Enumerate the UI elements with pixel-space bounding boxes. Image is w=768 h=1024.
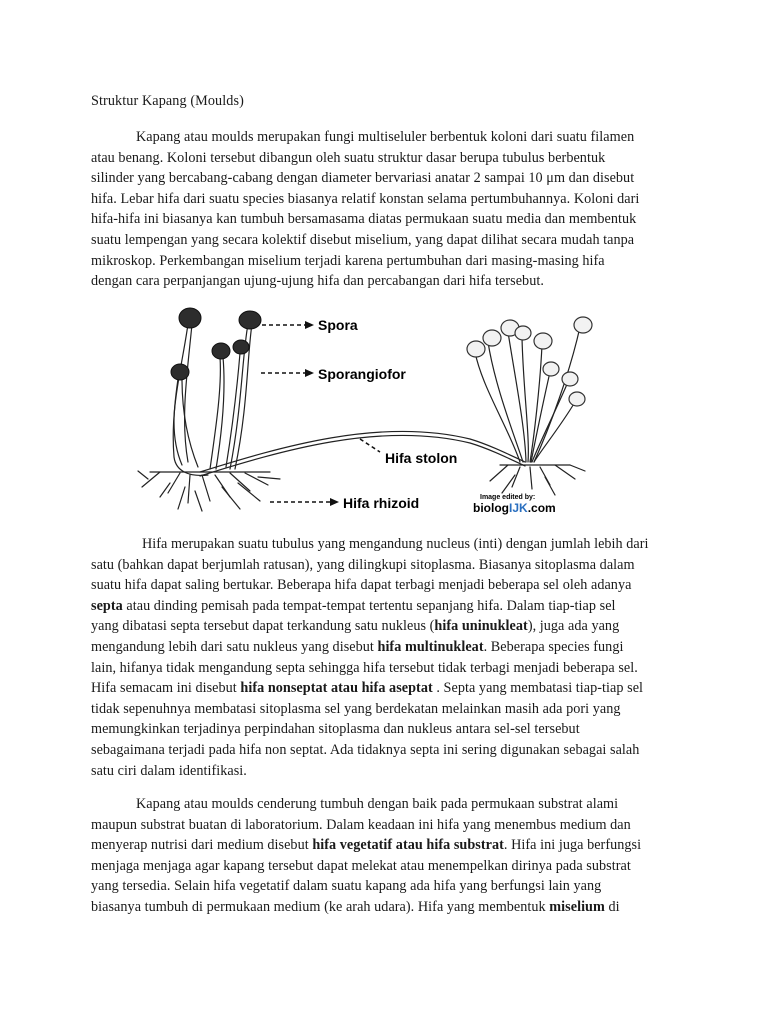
text-line: suatu lempengan yang secara kolektif disebut miselium, yang dapat dilihat secara mudah tanpa: [91, 231, 635, 248]
text-line: Hifa merupakan suatu tubulus yang mengandung nucleus (inti) dengan jumlah lebih dari: [142, 536, 649, 552]
text-line: [91, 897, 687, 918]
text-line: [91, 835, 687, 856]
paragraph-2: [91, 534, 687, 781]
text-line: [91, 596, 687, 617]
text-line: menjaga menjaga agar kapang tersebut dapat melekat atau menempelkan dirinya pada substrat: [91, 857, 631, 874]
mould-illustration: [130, 297, 630, 522]
term-hifa-multinukleat: hifa multinukleat: [377, 638, 484, 655]
term-miselium: miselium: [549, 898, 605, 915]
text-line: yang tersedia. Selain hifa vegetatif dalam suatu kapang ada hifa yang berfungsi lain yang: [91, 878, 602, 895]
text-line: silinder yang bercabang-cabang dengan diameter bervariasi anatar 2 sampai 10 μm dan disebut: [91, 170, 635, 187]
text-line: maupun substrat buatan di laboratorium. Dalam keadaan ini hifa yang menembus medium dan: [91, 816, 631, 833]
document-title: Struktur Kapang (Moulds): [91, 93, 244, 109]
text-line: satu (bahkan dapat berjumlah ratusan), yang dilingkupi sitoplasma. Biasanya sitoplasma dalam: [91, 556, 635, 573]
paragraph-1: [91, 127, 687, 292]
text-line: memungkinkan terjadinya perpindahan sitoplasma dan nukleus antara sel-sel tersebut: [91, 721, 580, 738]
label-hifa-rhizoid: Hifa rhizoid: [343, 495, 420, 511]
text-line: sebagaimana terjadi pada hifa non septat. Ada tidaknya septa ini sering digunakan sebagai salah: [91, 741, 640, 758]
mould-structure-figure: [130, 297, 630, 522]
arrowhead-icon: [330, 498, 339, 506]
text-line: hifa-hifa ini biasanya kan tumbuh bersamasama diatas permukaan suatu media dan membentuk: [91, 211, 637, 228]
text-span: ), juga ada yang: [527, 618, 620, 635]
arrowhead-icon: [305, 321, 314, 329]
label-spora: Spora: [318, 317, 358, 333]
text-span: mengandung lebih dari satu nukleus yang disebut: [91, 638, 378, 655]
text-line: hifa. Lebar hifa dari suatu species biasanya relatif konstan selama pertumbuhannya. Koloni dari: [91, 190, 640, 207]
label-sporangiofor: Sporangiofor: [318, 366, 406, 382]
text-line: mikroskop. Perkembangan miselium terjadi karena pertumbuhan dari masing-masing hifa: [91, 252, 605, 269]
text-span: . Septa yang membatasi tiap-tiap sel: [432, 680, 644, 697]
text-span: . Hifa ini juga berfungsi: [503, 837, 642, 854]
text-line: [91, 637, 687, 658]
text-line: dengan cara perpanjangan ujung-ujung hifa dan percabangan dari hifa tersebut.: [91, 273, 544, 290]
text-line: [91, 678, 687, 699]
text-line: [91, 616, 687, 637]
term-hifa-vegetatif: hifa vegetatif atau hifa substrat: [312, 837, 504, 854]
text-span: Hifa semacam ini disebut: [91, 680, 241, 697]
arrowhead-icon: [305, 369, 314, 377]
paragraph-3: [91, 794, 687, 918]
text-line: tidak sepenuhnya membatasi sitoplasma sel yang berdekatan melainkan masih ada pori yang: [91, 700, 621, 717]
text-line: suatu hifa dapat saling bertukar. Beberapa hifa dapat terbagi menjadi beberapa sel oleh adanya: [91, 577, 632, 594]
text-span: yang dibatasi septa tersebut dapat terkandung satu nukleus (: [91, 618, 435, 635]
text-line: lain, hifanya tidak mengandung septa sehingga hifa tersebut tidak terbagi menjadi beberapa sel.: [91, 659, 638, 676]
text-span: di: [604, 898, 620, 915]
text-line: Kapang atau moulds merupakan fungi multiseluler berbentuk koloni dari suatu filamen: [136, 129, 635, 145]
image-credit-caption: Image edited by:: [480, 494, 536, 501]
text-span: atau dinding pemisah pada tempat-tempat tertentu sepanjang hifa. Dalam tiap-tiap sel: [122, 597, 616, 614]
term-septa: septa: [91, 597, 123, 614]
text-line: atau benang. Koloni tersebut dibangun oleh suatu struktur dasar berupa tubulus berbentuk: [91, 149, 606, 166]
text-line: Kapang atau moulds cenderung tumbuh dengan baik pada permukaan substrat alami: [136, 796, 619, 812]
term-hifa-aseptat: hifa nonseptat atau hifa aseptat: [240, 680, 433, 697]
text-line: satu ciri dalam identifikasi.: [91, 762, 247, 779]
image-credit-site: biologIJK.com: [473, 501, 556, 515]
text-span: menyerap nutrisi dari medium disebut: [91, 837, 313, 854]
term-hifa-uninukleat: hifa uninukleat: [434, 618, 528, 635]
label-hifa-stolon: Hifa stolon: [385, 450, 458, 466]
text-span: biasanya tumbuh di permukaan medium (ke arah udara). Hifa yang membentuk: [91, 898, 550, 915]
text-span: . Beberapa species fungi: [483, 638, 624, 655]
